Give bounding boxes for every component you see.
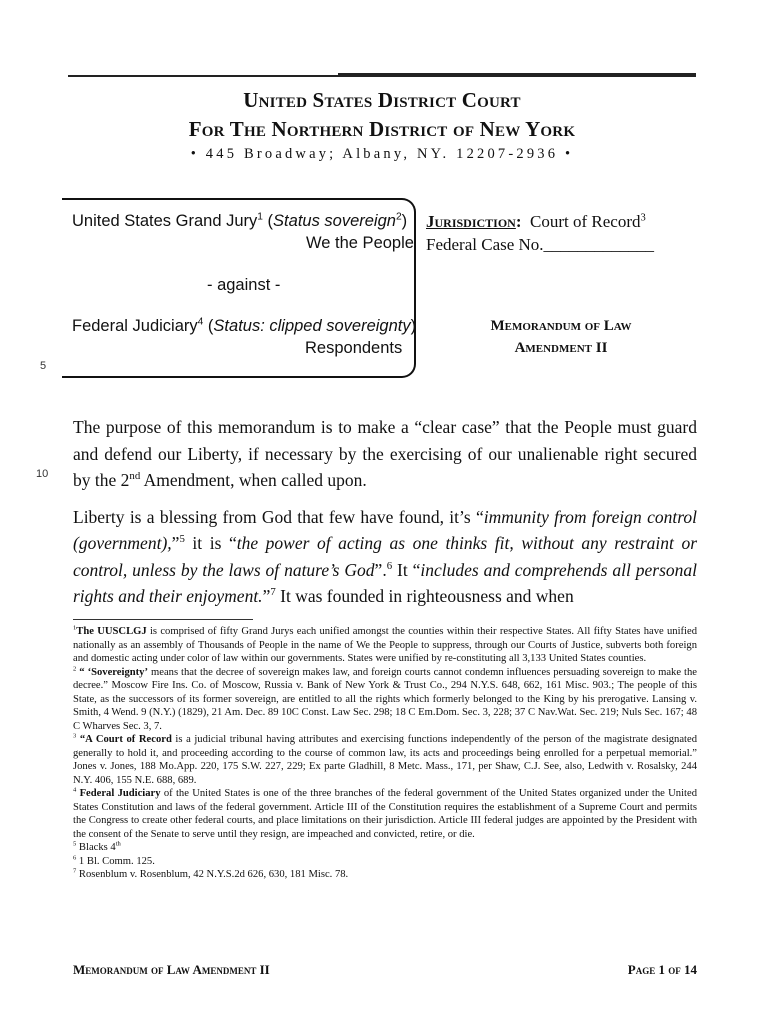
jurisdiction-line — [426, 212, 646, 232]
party1-footnote-ref: 1 — [257, 211, 263, 223]
p2-quote-2: the power of acting as one thinks fit, without any restraint or control, unless by the laws of nature’s God — [73, 533, 698, 580]
footnote-1-term: The UUSCLGJ — [76, 626, 147, 637]
p2-quote-1: immunity from foreign control (government), — [73, 506, 697, 553]
jurisdiction-footnote-ref: 3 — [640, 212, 646, 224]
jurisdiction-label: Jurisdiction — [426, 212, 516, 231]
footnote-2-mark: 2 — [73, 664, 77, 672]
jurisdiction-colon: : — [515, 212, 522, 231]
line-number-10: 10 — [36, 468, 49, 480]
footnote-4-term: Federal Judiciary — [79, 788, 161, 799]
footnote-7-text: Rosenblum v. Rosenblum, 42 N.Y.S.2d 626, 630, 181 Misc. 78. — [76, 869, 349, 880]
party1-status: Status sovereign — [273, 212, 396, 230]
footnote-2 — [73, 666, 697, 734]
footnote-separator — [73, 619, 253, 620]
line-number-5: 5 — [40, 360, 47, 372]
footnote-ref-6: 6 — [386, 559, 393, 572]
p2-text-b: ” — [171, 533, 180, 553]
court-name-line2: For The Northern District of New York — [188, 117, 576, 141]
footnote-7-mark: 7 — [73, 867, 77, 875]
footnote-3-term: “A Court of Record — [79, 734, 172, 745]
footnote-4-mark: 4 — [73, 786, 77, 794]
footnote-2-term: “ ‘Sovereignty’ — [79, 666, 148, 678]
party1-role: We the People — [306, 234, 414, 252]
p2-text-e: It “ — [392, 559, 421, 580]
party1-paren-close: ) — [401, 212, 408, 230]
court-name-line1: United States District Court — [243, 88, 521, 112]
body-paragraph-1 — [73, 414, 697, 494]
footnote-7 — [73, 868, 697, 882]
p2-text-g: It was founded in righteousness and when — [275, 586, 574, 606]
p2-text-f: ” — [262, 586, 271, 606]
p2-text-c: it is “ — [184, 533, 237, 553]
footnote-3-text: is a judicial tribunal having attributes and exercising functions independently of the person of the magistrate designated generally to hold it, and proceeding according to the course of common law, its acts and proceedings being enrolled for a perpetual memorial.” Jones v. Jones, 188 Mo.App. 220, 175 S.W. 227, 229; Ex parte Gladhill, 8 Metc. Mass., 171, per Shaw, C.J. See, also, Ledwith v. Rosalsky, 244 N.Y. 406, 155 N.E. 688, 689. — [73, 734, 697, 786]
footnote-1-text: is comprised of fifty Grand Jurys each unified amongst the counties within their respective States. All fifty States have unified nationally as an assembly of Thousands of People in the name of We the People to suppress, through our Courts of Justice, subverts both foreign and domestic acting under color of law within our governments. States were unified by re-constituting all 3,133 United States counties. — [73, 626, 697, 664]
p2-text-a: Liberty is a blessing from God that few have found, it’s “ — [73, 506, 484, 527]
footnote-6-text: 1 Bl. Comm. 125. — [76, 855, 155, 867]
jurisdiction-value: Court of Record — [530, 212, 641, 231]
party2-line — [72, 317, 416, 336]
party2-name: Federal Judiciary — [72, 317, 198, 335]
body-paragraph-2 — [73, 504, 697, 610]
p1-text: The purpose of this memorandum is to make a “clear case” that the People must guard and defend our Liberty, if necessary by the exercising of our unalienable right secured by the 2 — [73, 417, 697, 490]
footnote-ref-5: 5 — [179, 533, 185, 546]
footnote-5-text: Blacks 4 — [76, 842, 116, 853]
party1-status-footnote-ref: 2 — [395, 211, 402, 223]
party1-paren-open: ( — [262, 212, 274, 230]
footnote-6-mark: 6 — [73, 853, 77, 861]
footnote-1-mark: 1 — [73, 624, 77, 632]
party1-line — [72, 212, 407, 231]
footer-document-title: Memorandum of Law Amendment II — [73, 962, 270, 977]
footnotes — [73, 625, 697, 882]
party2-paren-open: ( — [203, 317, 214, 335]
footnote-3-mark: 3 — [73, 732, 77, 740]
footnote-6 — [73, 855, 697, 869]
memo-title-line2: Amendment II — [514, 340, 608, 356]
court-address: • 445 Broadway; Albany, NY. 12207-2936 • — [190, 146, 574, 162]
party2-status: Status: clipped sovereignty — [213, 317, 411, 335]
footnote-3 — [73, 733, 697, 787]
header-rule — [68, 75, 696, 77]
footnote-4 — [73, 787, 697, 841]
footnote-5-sup: th — [115, 840, 121, 848]
footnote-2-text: means that the decree of sovereign makes law, and foreign courts cannot condemn influences persuading sovereign to make the decree.” Moscow Fire Ins. Co. of Moscow, Russia v. Bank of New York & Trust Co., 294 N.Y.S. 648, 662, 161 Misc. 903.; The people of this State, as the successors of its former sovereign, are entitled to all the rights which formerly belonged to the King by his prerogative. Lansing v. Smith, 4 Wend. 9 (N.Y.) (1829), 21 Am. Dec. 89 10C Const. Law Sec. 298; 18 C Em.Dom. Sec. 3, 228; 37 C Nav.Wat. Sec. 219; Nuls Sec. 167; 48 C Wharves Sec. 3, 7. — [73, 666, 697, 732]
footnote-1 — [73, 625, 697, 666]
p1-text-end: Amendment, when called upon. — [140, 470, 367, 490]
p2-text-d: ”. — [374, 559, 387, 580]
against-label: - against - — [207, 276, 281, 294]
p1-ordinal-sup: nd — [129, 470, 141, 483]
party1-name: United States Grand Jury — [72, 212, 258, 230]
footnote-5-mark: 5 — [73, 840, 77, 848]
footnote-5 — [73, 841, 697, 855]
footer-page-number: Page 1 of 14 — [627, 962, 697, 977]
footnote-4-text: of the United States is one of the three branches of the federal government of the United States organized under the United States Constitution and laws of the federal government. Article III of the Constitution requires the establishment of a Supreme Court and permits the Congress to create other federal courts, and place limitations on their jurisdiction. Article III federal judges are appointed by the President with the consent of the Senate to serve until they resign, are impeached and convicted, retire, or die. — [73, 788, 697, 840]
memo-title-line1: Memorandum of Law — [490, 318, 632, 334]
party2-role: Respondents — [305, 339, 403, 357]
p2-quote-3: includes and comprehends all personal rights and their enjoyment. — [73, 559, 697, 606]
party2-paren-close: ) — [410, 317, 417, 335]
footnote-ref-7: 7 — [270, 586, 276, 599]
party2-footnote-ref: 4 — [197, 316, 204, 328]
federal-case-number: Federal Case No._____________ — [426, 235, 655, 254]
memo-body — [73, 414, 697, 620]
